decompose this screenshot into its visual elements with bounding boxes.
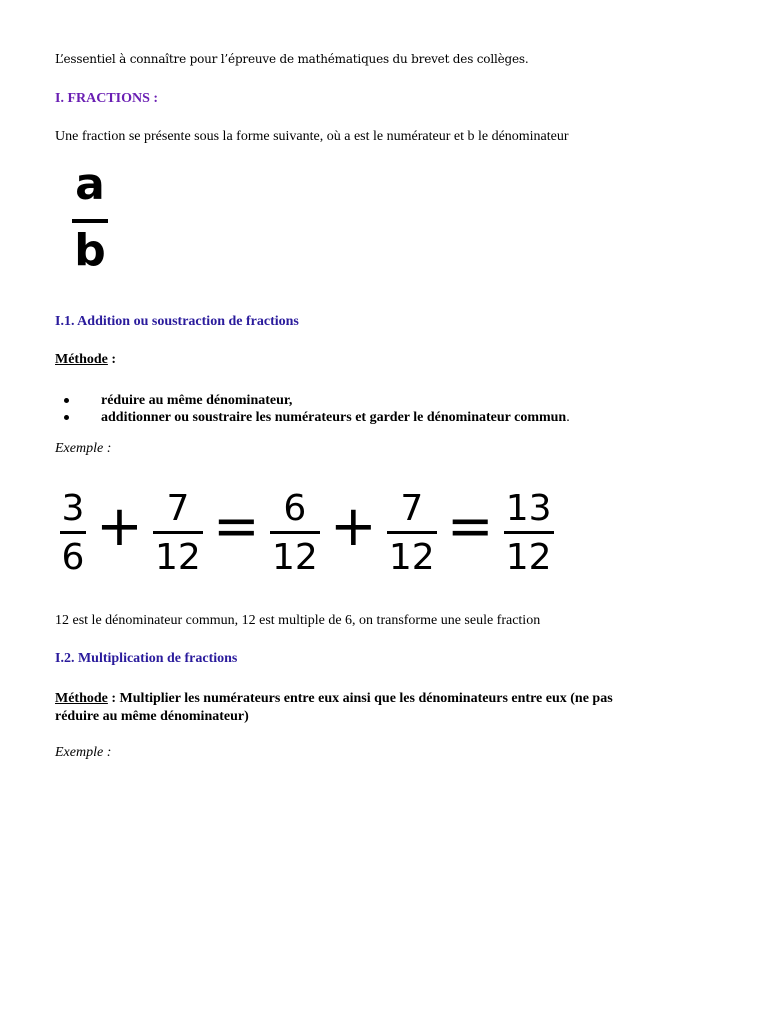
subsection-addition-heading: I.1. Addition ou soustraction de fractions — [55, 314, 299, 329]
fraction-3-6: $\frac{3}{6}$ — [61, 487, 85, 578]
list-item: réduire au même dénominateur, — [55, 392, 570, 409]
fraction-denominator: b — [74, 225, 106, 276]
method-label: Méthode — [55, 691, 108, 706]
example-label-multiplication: Exemple : — [55, 745, 112, 760]
method-text: : Multiplier les numérateurs entre eux ainsi que les dénominateurs entre eux (ne pas — [107, 691, 613, 706]
section-fractions-heading: I. FRACTIONS : — [55, 91, 159, 106]
method-steps-list — [55, 392, 570, 426]
example-label-addition: Exemple : — [55, 441, 112, 456]
fraction-description: Une fraction se présente sous la forme suivante, où a est le numérateur et b le dénominateur — [55, 129, 569, 144]
fraction-numerator: a — [75, 159, 105, 210]
equals-sign: = — [446, 494, 494, 559]
plus-sign: + — [96, 494, 143, 559]
fraction-7-12: $\frac{7}{12}$ — [153, 491, 203, 576]
method-addition — [55, 352, 116, 368]
plus-sign: + — [329, 494, 377, 559]
fraction-7-12: $\frac{7}{12}$ — [387, 491, 437, 576]
intro-text: L’essentiel à connaître pour l’épreuve de mathématiques du brevet des collèges. — [55, 52, 529, 66]
addition-note: 12 est le dénominateur commun, 12 est multiple de 6, on transforme une seule fraction — [55, 613, 541, 628]
method-text-continued: réduire au même dénominateur) — [55, 709, 249, 724]
fraction-13-12: $\frac{13}{12}$ — [504, 491, 554, 576]
method-multiplication — [55, 690, 715, 726]
bullet-icon — [64, 398, 69, 403]
addition-example-equation — [60, 478, 554, 588]
fraction-a-over-b — [68, 159, 112, 276]
method-colon: : — [107, 352, 117, 367]
bullet-icon — [64, 415, 69, 420]
fraction-bar — [72, 219, 108, 223]
equals-sign: = — [212, 494, 260, 559]
subsection-multiplication-heading: I.2. Multiplication de fractions — [55, 651, 238, 666]
list-item: additionner ou soustraire les numérateurs et garder le dénominateur commun. — [55, 409, 570, 426]
fraction-6-12: $\frac{6}{12}$ — [270, 491, 320, 576]
method-label: Méthode — [55, 352, 108, 367]
